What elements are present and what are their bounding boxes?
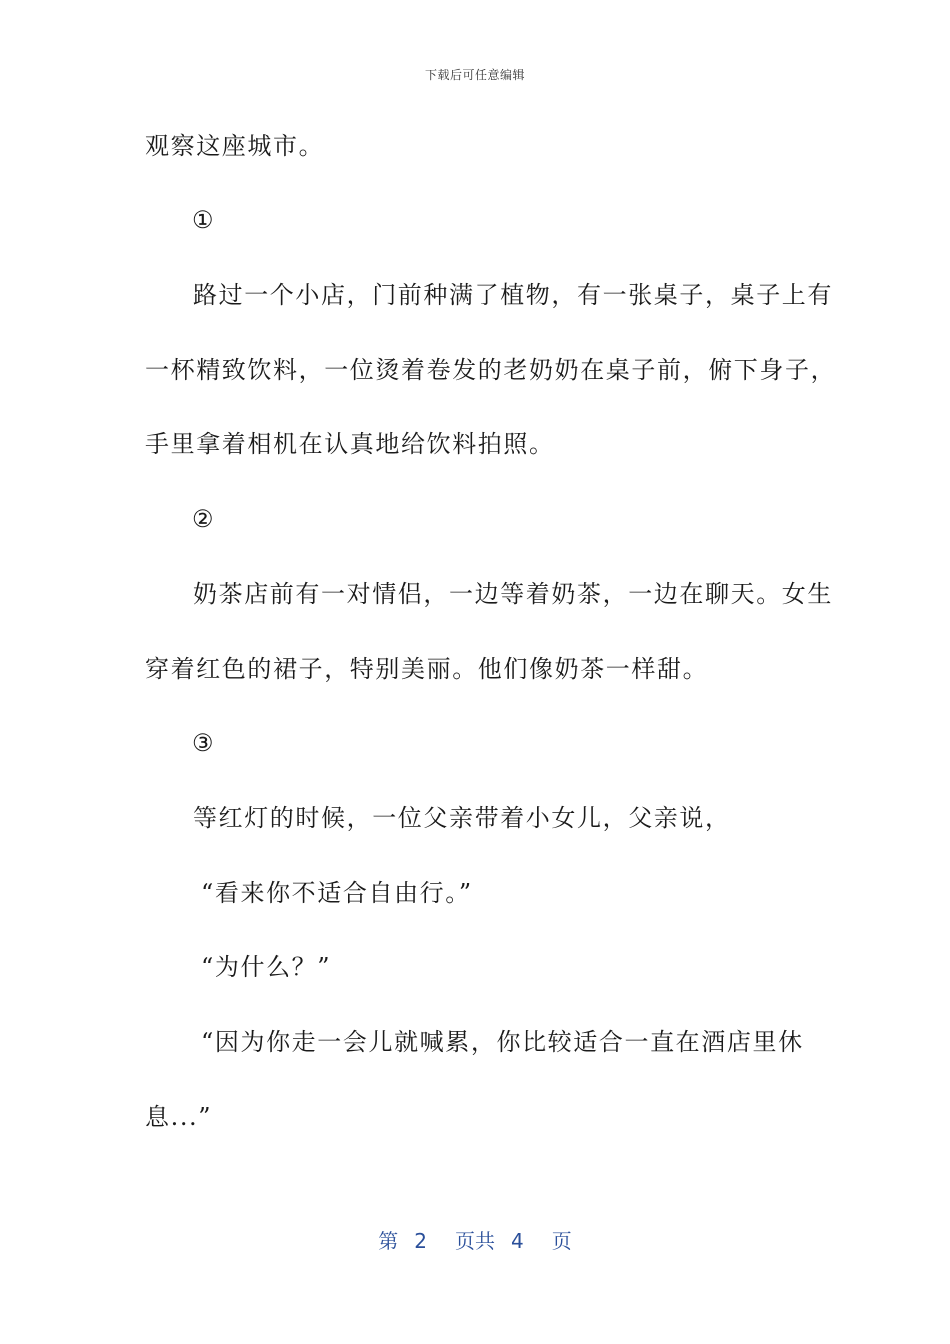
footer-suffix: 页 [551, 1229, 572, 1253]
page-header-note: 下载后可任意编辑 [424, 68, 525, 82]
dialogue-line: 息...” [145, 1103, 213, 1131]
section-marker-3: ③ [192, 729, 214, 757]
footer-page-number: 2 [414, 1229, 427, 1253]
paragraph-line: 观察这座城市。 [145, 132, 325, 160]
footer-prefix: 第 [378, 1229, 399, 1253]
paragraph-line: 穿着红色的裙子，特别美丽。他们像奶茶一样甜。 [145, 655, 709, 683]
paragraph-line: 手里拿着相机在认真地给饮料拍照。 [145, 430, 555, 458]
section-marker-1: ① [192, 206, 214, 234]
paragraph-line: 一杯精致饮料，一位烫着卷发的老奶奶在桌子前，俯下身子， [145, 356, 837, 384]
paragraph-line: 路过一个小店，门前种满了植物，有一张桌子，桌子上有 [193, 281, 833, 309]
dialogue-line: “看来你不适合自由行。” [201, 879, 473, 907]
paragraph-line: 奶茶店前有一对情侣，一边等着奶茶，一边在聊天。女生 [193, 580, 833, 608]
footer-middle: 页共 [455, 1229, 495, 1253]
dialogue-line: “为什么？” [201, 953, 332, 981]
footer-total-pages: 4 [511, 1229, 524, 1253]
paragraph-line: 等红灯的时候，一位父亲带着小女儿，父亲说， [193, 804, 731, 832]
dialogue-line: “因为你走一会儿就喊累，你比较适合一直在酒店里休 [201, 1028, 804, 1056]
page-footer [0, 1225, 950, 1254]
section-marker-2: ② [192, 505, 214, 533]
